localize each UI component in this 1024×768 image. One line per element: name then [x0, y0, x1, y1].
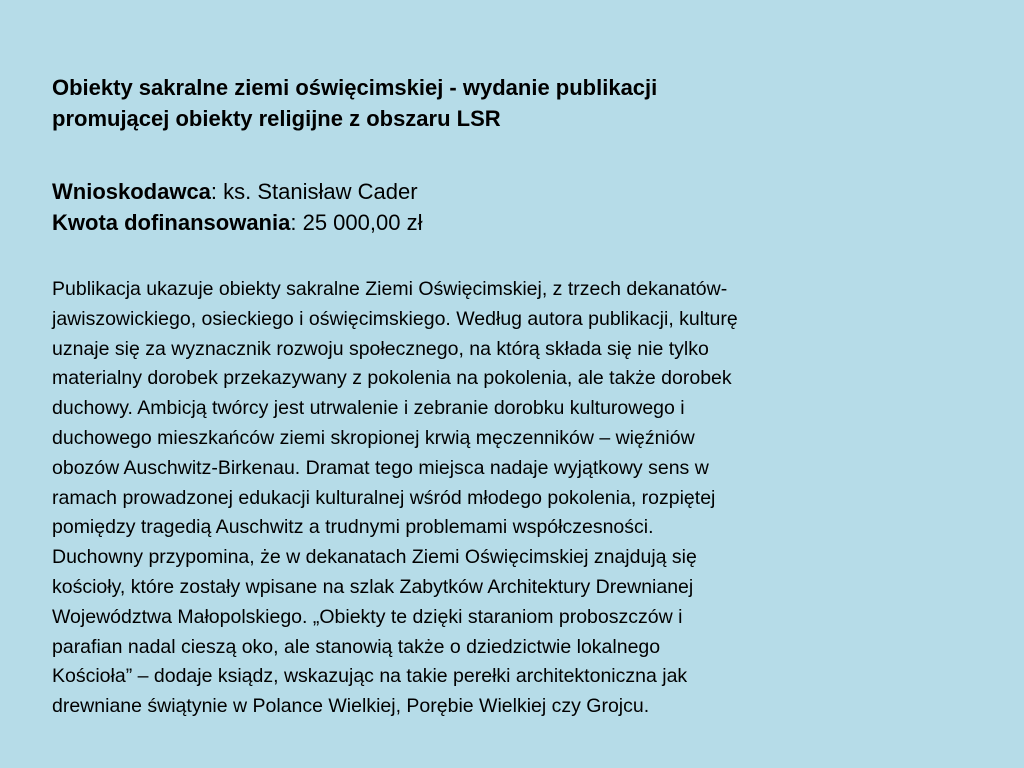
title-line: Obiekty sakralne ziemi oświęcimskiej - wydanie publikacji [52, 75, 658, 100]
description-line: Publikacja ukazuje obiekty sakralne Ziemi Oświęcimskiej, z trzech dekanatów- [52, 278, 728, 300]
description-paragraph [52, 275, 992, 722]
description-line: duchowego mieszkańców ziemi skropionej krwią męczenników – więźniów [52, 426, 695, 449]
funding-separator: : [290, 210, 297, 235]
applicant-row [52, 176, 972, 207]
description-line: ramach prowadzonej edukacji kulturalnej wśród młodego pokolenia, rozpiętej [52, 486, 716, 509]
applicant-value: ks. Stanisław Cader [217, 179, 418, 204]
slide-title [52, 72, 972, 134]
title-line: promującej obiekty religijne z obszaru LSR [52, 106, 501, 131]
description-line: kościoły, które zostały wpisane na szlak Zabytków Architektury Drewnianej [52, 575, 694, 598]
description-line: uznaje się za wyznacznik rozwoju społecznego, na którą składa się nie tylko [52, 337, 709, 360]
description-line: materialny dorobek przekazywany z pokolenia na pokolenia, ale także dorobek [52, 367, 732, 390]
description-line: obozów Auschwitz-Birkenau. Dramat tego miejsca nadaje wyjątkowy sens w [52, 456, 709, 479]
applicant-separator: : [210, 179, 218, 204]
description-line: drewniane świątynie w Polance Wielkiej, Porębie Wielkiej czy Grojcu. [52, 695, 650, 718]
description-line: pomiędzy tragedią Auschwitz a trudnymi problemami współczesności. [52, 516, 654, 539]
project-details [52, 176, 972, 238]
funding-value: 25 000,00 zł [296, 210, 423, 235]
description-line: Kościoła” – dodaje ksiądz, wskazując na takie perełki architektoniczna jak [52, 665, 688, 688]
applicant-label: Wnioskodawca [52, 179, 211, 204]
description-line: Duchowny przypomina, że w dekanatach Ziemi Oświęcimskiej znajdują się [52, 546, 697, 569]
description-line: parafian nadal cieszą oko, ale stanowią także o dziedzictwie lokalnego [52, 635, 661, 658]
description-line: jawiszowickiego, osieckiego i oświęcimskiego. Według autora publikacji, kulturę [52, 307, 738, 330]
funding-label: Kwota dofinansowania [52, 210, 291, 235]
description-line: duchowy. Ambicją twórcy jest utrwalenie i zebranie dorobku kulturowego i [52, 397, 685, 420]
description-line: Województwa Małopolskiego. „Obiekty te dzięki staraniom proboszczów i [52, 605, 683, 628]
funding-row [52, 207, 972, 238]
